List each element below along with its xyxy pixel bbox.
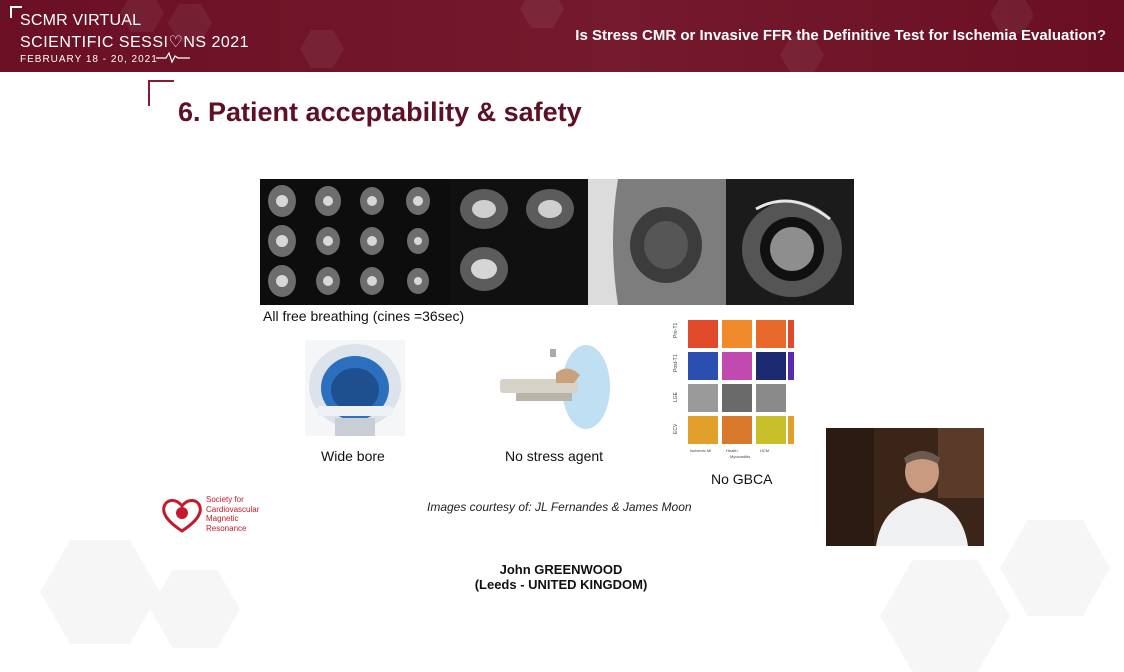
speaker-video-frame — [826, 428, 984, 546]
mri-caption: All free breathing (cines =36sec) — [263, 308, 465, 324]
speaker-name: John GREENWOOD — [499, 562, 623, 577]
slide-title: 6. Patient acceptability & safety — [178, 97, 582, 127]
short-axis-dark-graphic — [726, 179, 854, 305]
row-label-post-t1: Post-T1 — [673, 354, 679, 372]
background-hexagon — [880, 560, 1010, 672]
scanner-table-graphic — [496, 337, 604, 433]
cine-grid-image — [260, 179, 450, 305]
four-chamber-graphic — [450, 179, 588, 305]
cine-grid-graphic — [260, 179, 450, 305]
header-hexagon — [520, 0, 564, 28]
logo-line-1: Society for — [206, 495, 244, 504]
slide-corner-mark — [148, 80, 174, 106]
figure-xlabel: Myocarditis — [730, 454, 751, 459]
brand-line-1: SCMR VIRTUAL — [20, 12, 142, 29]
heartbeat-icon — [156, 51, 190, 63]
no-gbca-label: No GBCA — [711, 471, 773, 487]
speaker-caption — [475, 562, 648, 592]
logo-line-3: Magnetic — [206, 514, 239, 523]
legend-health: Health — [726, 448, 738, 453]
legend-hcm: HCM — [760, 448, 770, 453]
brand-dates: FEBRUARY 18 - 20, 2021 — [20, 54, 158, 65]
four-chamber-image — [450, 179, 588, 305]
heart-logo-icon — [160, 495, 204, 535]
scmr-society-logo — [160, 495, 270, 535]
no-stress-agent-image — [496, 337, 604, 433]
logo-line-2: Cardiovascular — [206, 504, 260, 514]
row-label-lge: LGE — [673, 391, 679, 402]
row-label-ecv: ECV — [673, 423, 679, 434]
logo-text — [206, 495, 259, 533]
row-label-pre-t1: Pre-T1 — [673, 322, 679, 338]
logo-line-4: Resonance — [206, 523, 247, 533]
no-stress-agent-label: No stress agent — [505, 448, 604, 464]
wide-bore-label: Wide bore — [321, 448, 385, 464]
speaker-video[interactable] — [826, 428, 984, 546]
legend-ischemic-mi: Ischemic MI — [690, 448, 712, 453]
background-hexagon — [1000, 520, 1110, 616]
background-hexagon — [150, 570, 240, 648]
wide-bore-scanner-image — [305, 340, 405, 436]
image-courtesy: Images courtesy of: JL Fernandes & James Moon — [427, 500, 692, 514]
speaker-affiliation: (Leeds - UNITED KINGDOM) — [474, 577, 648, 592]
short-axis-dark-image — [726, 179, 854, 305]
short-axis-gray-image — [588, 179, 726, 305]
t1-mapping-figure — [674, 316, 802, 462]
brand-line-2: SCIENTIFIC SESSI♡NS 2021 — [20, 34, 250, 51]
t1-mapping-graphic — [674, 316, 802, 462]
scanner-graphic — [305, 340, 405, 436]
header-hexagon — [300, 30, 344, 68]
session-title: Is Stress CMR or Invasive FFR the Definitive Test for Ischemia Evaluation? — [575, 27, 1106, 44]
session-header — [0, 0, 1124, 72]
background-hexagon — [40, 540, 160, 644]
short-axis-gray-graphic — [588, 179, 726, 305]
